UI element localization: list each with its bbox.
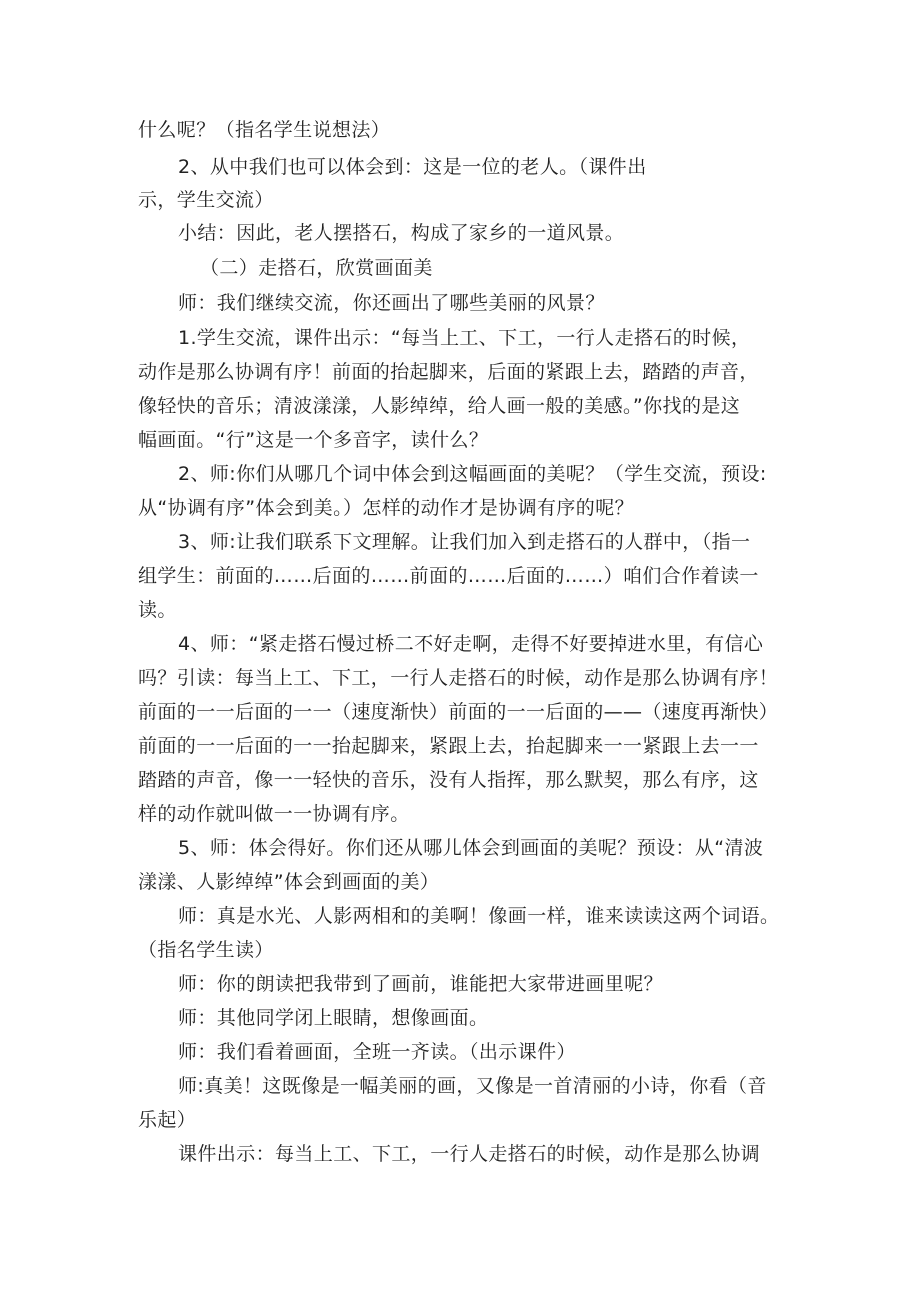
text-line: （指名学生读） xyxy=(138,939,274,961)
text-line: 从“协调有序”体会到美。）怎样的动作才是协调有序的呢？ xyxy=(138,497,634,519)
text-line: 2、从中我们也可以体会到：这是一位的老人。（课件出 xyxy=(178,156,647,178)
text-line: 前面的一一后面的一一抬起脚来，紧跟上去，抬起脚来一一紧跟上去一一 xyxy=(138,735,759,757)
text-line: 2、师:你们从哪几个词中体会到这幅画面的美呢？（学生交流，预设: xyxy=(178,463,767,485)
text-line: 乐起） xyxy=(138,1109,197,1131)
text-line: 师：真是水光、人影两相和的美啊！像画一样，谁来读读这两个词语。 xyxy=(178,905,780,927)
text-line: 1.学生交流，课件出示：“每当上工、下工，一行人走搭石的时候， xyxy=(178,327,751,349)
text-line: 师:真美！这既像是一幅美丽的画，又像是一首清丽的小诗，你看（音 xyxy=(178,1075,767,1097)
text-line: 师：你的朗读把我带到了画前，谁能把大家带进画里呢？ xyxy=(178,973,664,995)
text-line: 师：我们继续交流，你还画出了哪些美丽的风景？ xyxy=(178,292,605,314)
text-line: 3、师:让我们联系下文理解。让我们加入到走搭石的人群中，（指一 xyxy=(178,531,751,553)
text-line: 读。 xyxy=(138,599,177,621)
text-line: 4、师：“紧走搭石慢过桥二不好走啊，走得不好要掉进水里，有信心 xyxy=(178,633,764,655)
text-line: 5、师：体会得好。你们还从哪儿体会到画面的美呢？预设：从“清波 xyxy=(178,837,764,859)
text-line: 组学生：前面的……后面的……前面的……后面的……）咱们合作着读一 xyxy=(138,565,759,587)
text-line: 师：其他同学闭上眼睛，想像画面。 xyxy=(178,1007,489,1029)
section-heading: （二）走搭石，欣赏画面美 xyxy=(200,257,433,279)
text-line: 课件出示：每当上工、下工，一行人走搭石的时候，动作是那么协调 xyxy=(178,1143,761,1165)
text-line: 吗？引读：每当上工、下工，一行人走搭石的时候，动作是那么协调有序！ xyxy=(138,667,779,689)
text-line: 踏踏的声音，像一一轻快的音乐，没有人指挥，那么默契，那么有序，这 xyxy=(138,769,759,791)
text-line: 像轻快的音乐；清波漾漾，人影绰绰，给人画一般的美感。”你找的是这 xyxy=(138,395,741,417)
text-line: 前面的一一后面的一一（速度渐快）前面的一一后面的——（速度再渐快） xyxy=(138,701,779,723)
text-line: 小结：因此，老人摆搭石，构成了家乡的一道风景。 xyxy=(178,222,625,244)
text-line: 什么呢？（指名学生说想法） xyxy=(138,119,391,141)
text-line: 幅画面。“行”这是一个多音字，读什么？ xyxy=(138,429,489,451)
text-line: 样的动作就叫做一一协调有序。 xyxy=(138,803,410,825)
text-line: 师：我们看着画面，全班一齐读。（出示课件） xyxy=(178,1041,576,1063)
text-line: 动作是那么协调有序！前面的抬起脚来，后面的紧跟上去，踏踏的声音， xyxy=(138,361,759,383)
text-line: 示，学生交流） xyxy=(138,189,274,211)
text-line: 漾漾、人影绰绰”体会到画面的美） xyxy=(138,871,440,893)
